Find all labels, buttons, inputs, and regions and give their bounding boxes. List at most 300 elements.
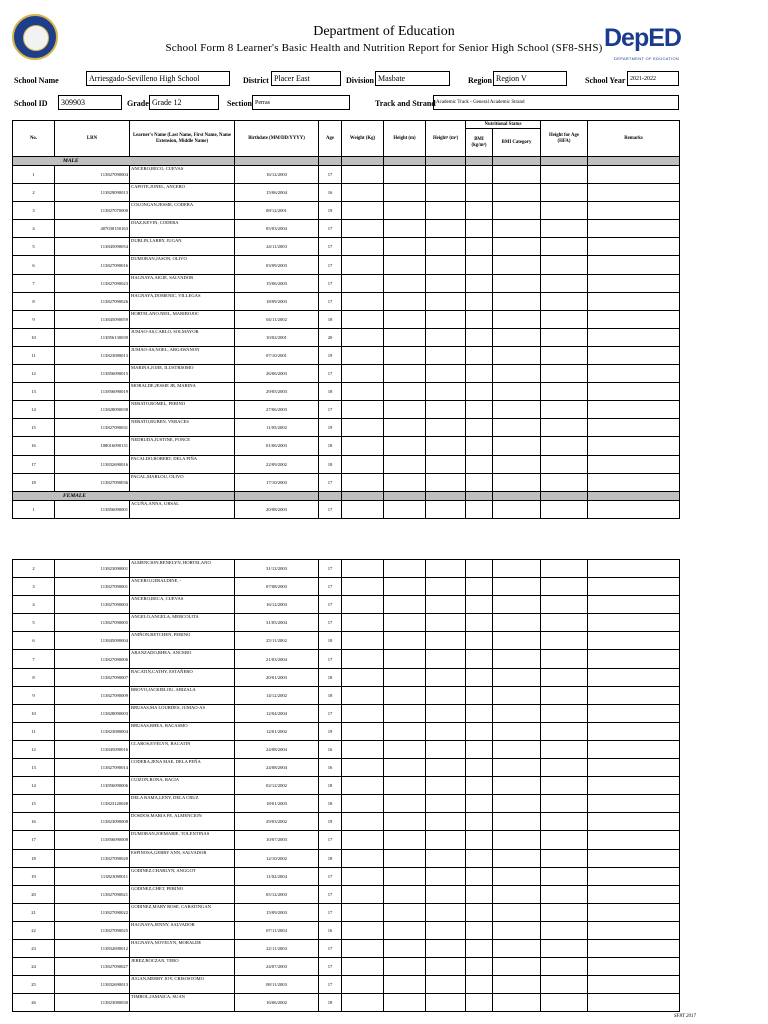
hfa-cell[interactable]: [541, 885, 588, 903]
height-cell[interactable]: [384, 867, 426, 885]
school-year-field[interactable]: 2021-2022: [627, 71, 679, 86]
height-squared-cell[interactable]: [426, 256, 466, 274]
bmi-category-cell[interactable]: [493, 292, 541, 310]
hfa-cell[interactable]: [541, 578, 588, 596]
weight-cell[interactable]: [342, 292, 384, 310]
bmi-category-cell[interactable]: [493, 202, 541, 220]
remarks-cell[interactable]: [588, 184, 680, 202]
weight-cell[interactable]: [342, 668, 384, 686]
height-cell[interactable]: [384, 849, 426, 867]
height-cell[interactable]: [384, 921, 426, 939]
hfa-cell[interactable]: [541, 686, 588, 704]
hfa-cell[interactable]: [541, 365, 588, 383]
bmi-cell[interactable]: [466, 958, 493, 976]
hfa-cell[interactable]: [541, 346, 588, 364]
bmi-cell[interactable]: [466, 849, 493, 867]
height-cell[interactable]: [384, 885, 426, 903]
hfa-cell[interactable]: [541, 939, 588, 957]
weight-cell[interactable]: [342, 220, 384, 238]
height-cell[interactable]: [384, 578, 426, 596]
hfa-cell[interactable]: [541, 958, 588, 976]
height-squared-cell[interactable]: [426, 500, 466, 518]
bmi-cell[interactable]: [466, 795, 493, 813]
bmi-cell[interactable]: [466, 401, 493, 419]
height-cell[interactable]: [384, 994, 426, 1012]
remarks-cell[interactable]: [588, 722, 680, 740]
height-cell[interactable]: [384, 668, 426, 686]
section-field[interactable]: Perras: [252, 95, 350, 110]
height-squared-cell[interactable]: [426, 614, 466, 632]
height-cell[interactable]: [384, 401, 426, 419]
remarks-cell[interactable]: [588, 455, 680, 473]
height-squared-cell[interactable]: [426, 867, 466, 885]
remarks-cell[interactable]: [588, 614, 680, 632]
weight-cell[interactable]: [342, 238, 384, 256]
hfa-cell[interactable]: [541, 202, 588, 220]
remarks-cell[interactable]: [588, 867, 680, 885]
height-squared-cell[interactable]: [426, 437, 466, 455]
hfa-cell[interactable]: [541, 740, 588, 758]
bmi-cell[interactable]: [466, 202, 493, 220]
hfa-cell[interactable]: [541, 473, 588, 491]
bmi-category-cell[interactable]: [493, 759, 541, 777]
hfa-cell[interactable]: [541, 777, 588, 795]
weight-cell[interactable]: [342, 994, 384, 1012]
remarks-cell[interactable]: [588, 668, 680, 686]
height-squared-cell[interactable]: [426, 777, 466, 795]
bmi-category-cell[interactable]: [493, 328, 541, 346]
hfa-cell[interactable]: [541, 813, 588, 831]
bmi-cell[interactable]: [466, 740, 493, 758]
hfa-cell[interactable]: [541, 256, 588, 274]
bmi-cell[interactable]: [466, 274, 493, 292]
bmi-category-cell[interactable]: [493, 166, 541, 184]
remarks-cell[interactable]: [588, 759, 680, 777]
weight-cell[interactable]: [342, 831, 384, 849]
remarks-cell[interactable]: [588, 500, 680, 518]
height-squared-cell[interactable]: [426, 795, 466, 813]
height-cell[interactable]: [384, 220, 426, 238]
remarks-cell[interactable]: [588, 256, 680, 274]
hfa-cell[interactable]: [541, 668, 588, 686]
bmi-category-cell[interactable]: [493, 596, 541, 614]
bmi-category-cell[interactable]: [493, 238, 541, 256]
height-cell[interactable]: [384, 328, 426, 346]
weight-cell[interactable]: [342, 795, 384, 813]
remarks-cell[interactable]: [588, 328, 680, 346]
bmi-category-cell[interactable]: [493, 994, 541, 1012]
region-field[interactable]: Region V: [493, 71, 567, 86]
remarks-cell[interactable]: [588, 885, 680, 903]
bmi-cell[interactable]: [466, 256, 493, 274]
weight-cell[interactable]: [342, 759, 384, 777]
school-name-field[interactable]: Arriesgado-Sevilleno High School: [86, 71, 230, 86]
bmi-category-cell[interactable]: [493, 903, 541, 921]
height-squared-cell[interactable]: [426, 292, 466, 310]
height-cell[interactable]: [384, 202, 426, 220]
hfa-cell[interactable]: [541, 759, 588, 777]
height-cell[interactable]: [384, 632, 426, 650]
remarks-cell[interactable]: [588, 686, 680, 704]
bmi-category-cell[interactable]: [493, 704, 541, 722]
height-squared-cell[interactable]: [426, 383, 466, 401]
height-cell[interactable]: [384, 455, 426, 473]
weight-cell[interactable]: [342, 455, 384, 473]
bmi-category-cell[interactable]: [493, 274, 541, 292]
weight-cell[interactable]: [342, 867, 384, 885]
bmi-category-cell[interactable]: [493, 560, 541, 578]
hfa-cell[interactable]: [541, 419, 588, 437]
height-cell[interactable]: [384, 777, 426, 795]
hfa-cell[interactable]: [541, 500, 588, 518]
hfa-cell[interactable]: [541, 722, 588, 740]
weight-cell[interactable]: [342, 650, 384, 668]
bmi-category-cell[interactable]: [493, 722, 541, 740]
height-squared-cell[interactable]: [426, 740, 466, 758]
height-squared-cell[interactable]: [426, 365, 466, 383]
remarks-cell[interactable]: [588, 274, 680, 292]
weight-cell[interactable]: [342, 328, 384, 346]
hfa-cell[interactable]: [541, 310, 588, 328]
height-cell[interactable]: [384, 274, 426, 292]
hfa-cell[interactable]: [541, 921, 588, 939]
hfa-cell[interactable]: [541, 614, 588, 632]
height-squared-cell[interactable]: [426, 419, 466, 437]
height-cell[interactable]: [384, 722, 426, 740]
height-cell[interactable]: [384, 759, 426, 777]
height-cell[interactable]: [384, 903, 426, 921]
bmi-category-cell[interactable]: [493, 365, 541, 383]
remarks-cell[interactable]: [588, 831, 680, 849]
height-squared-cell[interactable]: [426, 560, 466, 578]
height-cell[interactable]: [384, 437, 426, 455]
weight-cell[interactable]: [342, 274, 384, 292]
bmi-cell[interactable]: [466, 437, 493, 455]
remarks-cell[interactable]: [588, 921, 680, 939]
bmi-cell[interactable]: [466, 976, 493, 994]
remarks-cell[interactable]: [588, 365, 680, 383]
bmi-cell[interactable]: [466, 994, 493, 1012]
weight-cell[interactable]: [342, 401, 384, 419]
bmi-cell[interactable]: [466, 365, 493, 383]
height-squared-cell[interactable]: [426, 401, 466, 419]
bmi-category-cell[interactable]: [493, 777, 541, 795]
bmi-cell[interactable]: [466, 686, 493, 704]
height-cell[interactable]: [384, 473, 426, 491]
hfa-cell[interactable]: [541, 976, 588, 994]
height-cell[interactable]: [384, 795, 426, 813]
bmi-category-cell[interactable]: [493, 419, 541, 437]
bmi-cell[interactable]: [466, 668, 493, 686]
hfa-cell[interactable]: [541, 867, 588, 885]
height-squared-cell[interactable]: [426, 994, 466, 1012]
remarks-cell[interactable]: [588, 994, 680, 1012]
weight-cell[interactable]: [342, 722, 384, 740]
hfa-cell[interactable]: [541, 632, 588, 650]
remarks-cell[interactable]: [588, 939, 680, 957]
hfa-cell[interactable]: [541, 903, 588, 921]
bmi-cell[interactable]: [466, 939, 493, 957]
bmi-category-cell[interactable]: [493, 668, 541, 686]
weight-cell[interactable]: [342, 419, 384, 437]
bmi-category-cell[interactable]: [493, 346, 541, 364]
weight-cell[interactable]: [342, 256, 384, 274]
bmi-cell[interactable]: [466, 596, 493, 614]
hfa-cell[interactable]: [541, 401, 588, 419]
bmi-cell[interactable]: [466, 346, 493, 364]
hfa-cell[interactable]: [541, 455, 588, 473]
bmi-category-cell[interactable]: [493, 473, 541, 491]
bmi-category-cell[interactable]: [493, 740, 541, 758]
hfa-cell[interactable]: [541, 274, 588, 292]
bmi-category-cell[interactable]: [493, 437, 541, 455]
height-squared-cell[interactable]: [426, 202, 466, 220]
district-field[interactable]: Placer East: [271, 71, 341, 86]
bmi-category-cell[interactable]: [493, 455, 541, 473]
remarks-cell[interactable]: [588, 383, 680, 401]
weight-cell[interactable]: [342, 310, 384, 328]
weight-cell[interactable]: [342, 921, 384, 939]
height-squared-cell[interactable]: [426, 668, 466, 686]
height-squared-cell[interactable]: [426, 921, 466, 939]
bmi-category-cell[interactable]: [493, 310, 541, 328]
remarks-cell[interactable]: [588, 220, 680, 238]
weight-cell[interactable]: [342, 976, 384, 994]
remarks-cell[interactable]: [588, 202, 680, 220]
height-cell[interactable]: [384, 813, 426, 831]
bmi-cell[interactable]: [466, 921, 493, 939]
bmi-category-cell[interactable]: [493, 958, 541, 976]
bmi-category-cell[interactable]: [493, 686, 541, 704]
height-cell[interactable]: [384, 184, 426, 202]
bmi-category-cell[interactable]: [493, 578, 541, 596]
height-squared-cell[interactable]: [426, 849, 466, 867]
height-squared-cell[interactable]: [426, 455, 466, 473]
height-squared-cell[interactable]: [426, 976, 466, 994]
weight-cell[interactable]: [342, 578, 384, 596]
weight-cell[interactable]: [342, 885, 384, 903]
bmi-category-cell[interactable]: [493, 401, 541, 419]
height-cell[interactable]: [384, 740, 426, 758]
bmi-cell[interactable]: [466, 560, 493, 578]
height-squared-cell[interactable]: [426, 939, 466, 957]
bmi-cell[interactable]: [466, 310, 493, 328]
remarks-cell[interactable]: [588, 437, 680, 455]
height-cell[interactable]: [384, 500, 426, 518]
height-squared-cell[interactable]: [426, 903, 466, 921]
remarks-cell[interactable]: [588, 401, 680, 419]
bmi-category-cell[interactable]: [493, 795, 541, 813]
weight-cell[interactable]: [342, 740, 384, 758]
remarks-cell[interactable]: [588, 795, 680, 813]
height-cell[interactable]: [384, 614, 426, 632]
height-squared-cell[interactable]: [426, 704, 466, 722]
height-squared-cell[interactable]: [426, 328, 466, 346]
hfa-cell[interactable]: [541, 650, 588, 668]
height-cell[interactable]: [384, 686, 426, 704]
height-squared-cell[interactable]: [426, 473, 466, 491]
remarks-cell[interactable]: [588, 632, 680, 650]
bmi-cell[interactable]: [466, 614, 493, 632]
hfa-cell[interactable]: [541, 292, 588, 310]
bmi-category-cell[interactable]: [493, 650, 541, 668]
height-cell[interactable]: [384, 976, 426, 994]
height-squared-cell[interactable]: [426, 813, 466, 831]
height-cell[interactable]: [384, 256, 426, 274]
remarks-cell[interactable]: [588, 740, 680, 758]
height-cell[interactable]: [384, 419, 426, 437]
weight-cell[interactable]: [342, 704, 384, 722]
weight-cell[interactable]: [342, 813, 384, 831]
hfa-cell[interactable]: [541, 220, 588, 238]
weight-cell[interactable]: [342, 365, 384, 383]
height-squared-cell[interactable]: [426, 650, 466, 668]
bmi-cell[interactable]: [466, 166, 493, 184]
height-cell[interactable]: [384, 939, 426, 957]
weight-cell[interactable]: [342, 473, 384, 491]
bmi-cell[interactable]: [466, 777, 493, 795]
remarks-cell[interactable]: [588, 777, 680, 795]
hfa-cell[interactable]: [541, 238, 588, 256]
remarks-cell[interactable]: [588, 596, 680, 614]
height-squared-cell[interactable]: [426, 274, 466, 292]
height-cell[interactable]: [384, 383, 426, 401]
remarks-cell[interactable]: [588, 473, 680, 491]
height-cell[interactable]: [384, 292, 426, 310]
weight-cell[interactable]: [342, 903, 384, 921]
remarks-cell[interactable]: [588, 813, 680, 831]
remarks-cell[interactable]: [588, 310, 680, 328]
bmi-cell[interactable]: [466, 500, 493, 518]
hfa-cell[interactable]: [541, 437, 588, 455]
height-squared-cell[interactable]: [426, 885, 466, 903]
height-cell[interactable]: [384, 365, 426, 383]
bmi-cell[interactable]: [466, 184, 493, 202]
bmi-cell[interactable]: [466, 867, 493, 885]
hfa-cell[interactable]: [541, 849, 588, 867]
bmi-cell[interactable]: [466, 704, 493, 722]
bmi-category-cell[interactable]: [493, 867, 541, 885]
bmi-cell[interactable]: [466, 238, 493, 256]
bmi-category-cell[interactable]: [493, 383, 541, 401]
height-squared-cell[interactable]: [426, 220, 466, 238]
weight-cell[interactable]: [342, 202, 384, 220]
bmi-cell[interactable]: [466, 813, 493, 831]
bmi-cell[interactable]: [466, 220, 493, 238]
hfa-cell[interactable]: [541, 831, 588, 849]
height-cell[interactable]: [384, 310, 426, 328]
hfa-cell[interactable]: [541, 184, 588, 202]
weight-cell[interactable]: [342, 560, 384, 578]
height-squared-cell[interactable]: [426, 596, 466, 614]
bmi-category-cell[interactable]: [493, 632, 541, 650]
height-squared-cell[interactable]: [426, 166, 466, 184]
bmi-cell[interactable]: [466, 578, 493, 596]
weight-cell[interactable]: [342, 939, 384, 957]
track-field[interactable]: Academic Track - General Academic Strand: [433, 95, 679, 110]
weight-cell[interactable]: [342, 166, 384, 184]
height-squared-cell[interactable]: [426, 958, 466, 976]
weight-cell[interactable]: [342, 184, 384, 202]
bmi-cell[interactable]: [466, 831, 493, 849]
height-squared-cell[interactable]: [426, 346, 466, 364]
bmi-category-cell[interactable]: [493, 184, 541, 202]
bmi-cell[interactable]: [466, 885, 493, 903]
bmi-category-cell[interactable]: [493, 921, 541, 939]
bmi-category-cell[interactable]: [493, 831, 541, 849]
bmi-category-cell[interactable]: [493, 813, 541, 831]
bmi-cell[interactable]: [466, 292, 493, 310]
height-cell[interactable]: [384, 650, 426, 668]
remarks-cell[interactable]: [588, 560, 680, 578]
bmi-cell[interactable]: [466, 473, 493, 491]
height-cell[interactable]: [384, 831, 426, 849]
height-squared-cell[interactable]: [426, 184, 466, 202]
height-cell[interactable]: [384, 704, 426, 722]
bmi-cell[interactable]: [466, 328, 493, 346]
height-squared-cell[interactable]: [426, 238, 466, 256]
height-cell[interactable]: [384, 166, 426, 184]
weight-cell[interactable]: [342, 346, 384, 364]
remarks-cell[interactable]: [588, 419, 680, 437]
height-squared-cell[interactable]: [426, 578, 466, 596]
bmi-category-cell[interactable]: [493, 976, 541, 994]
weight-cell[interactable]: [342, 958, 384, 976]
bmi-category-cell[interactable]: [493, 885, 541, 903]
remarks-cell[interactable]: [588, 958, 680, 976]
remarks-cell[interactable]: [588, 849, 680, 867]
hfa-cell[interactable]: [541, 560, 588, 578]
hfa-cell[interactable]: [541, 795, 588, 813]
bmi-category-cell[interactable]: [493, 500, 541, 518]
hfa-cell[interactable]: [541, 328, 588, 346]
hfa-cell[interactable]: [541, 596, 588, 614]
weight-cell[interactable]: [342, 500, 384, 518]
height-squared-cell[interactable]: [426, 759, 466, 777]
remarks-cell[interactable]: [588, 903, 680, 921]
weight-cell[interactable]: [342, 383, 384, 401]
height-cell[interactable]: [384, 958, 426, 976]
remarks-cell[interactable]: [588, 704, 680, 722]
hfa-cell[interactable]: [541, 166, 588, 184]
bmi-category-cell[interactable]: [493, 256, 541, 274]
weight-cell[interactable]: [342, 686, 384, 704]
height-squared-cell[interactable]: [426, 632, 466, 650]
bmi-cell[interactable]: [466, 903, 493, 921]
bmi-cell[interactable]: [466, 722, 493, 740]
height-squared-cell[interactable]: [426, 722, 466, 740]
remarks-cell[interactable]: [588, 976, 680, 994]
bmi-cell[interactable]: [466, 759, 493, 777]
weight-cell[interactable]: [342, 596, 384, 614]
weight-cell[interactable]: [342, 437, 384, 455]
weight-cell[interactable]: [342, 614, 384, 632]
height-squared-cell[interactable]: [426, 686, 466, 704]
height-squared-cell[interactable]: [426, 831, 466, 849]
height-cell[interactable]: [384, 346, 426, 364]
height-squared-cell[interactable]: [426, 310, 466, 328]
height-cell[interactable]: [384, 238, 426, 256]
hfa-cell[interactable]: [541, 704, 588, 722]
hfa-cell[interactable]: [541, 383, 588, 401]
bmi-category-cell[interactable]: [493, 939, 541, 957]
bmi-category-cell[interactable]: [493, 614, 541, 632]
remarks-cell[interactable]: [588, 238, 680, 256]
height-cell[interactable]: [384, 596, 426, 614]
school-id-field[interactable]: 309903: [58, 95, 122, 110]
remarks-cell[interactable]: [588, 166, 680, 184]
weight-cell[interactable]: [342, 632, 384, 650]
